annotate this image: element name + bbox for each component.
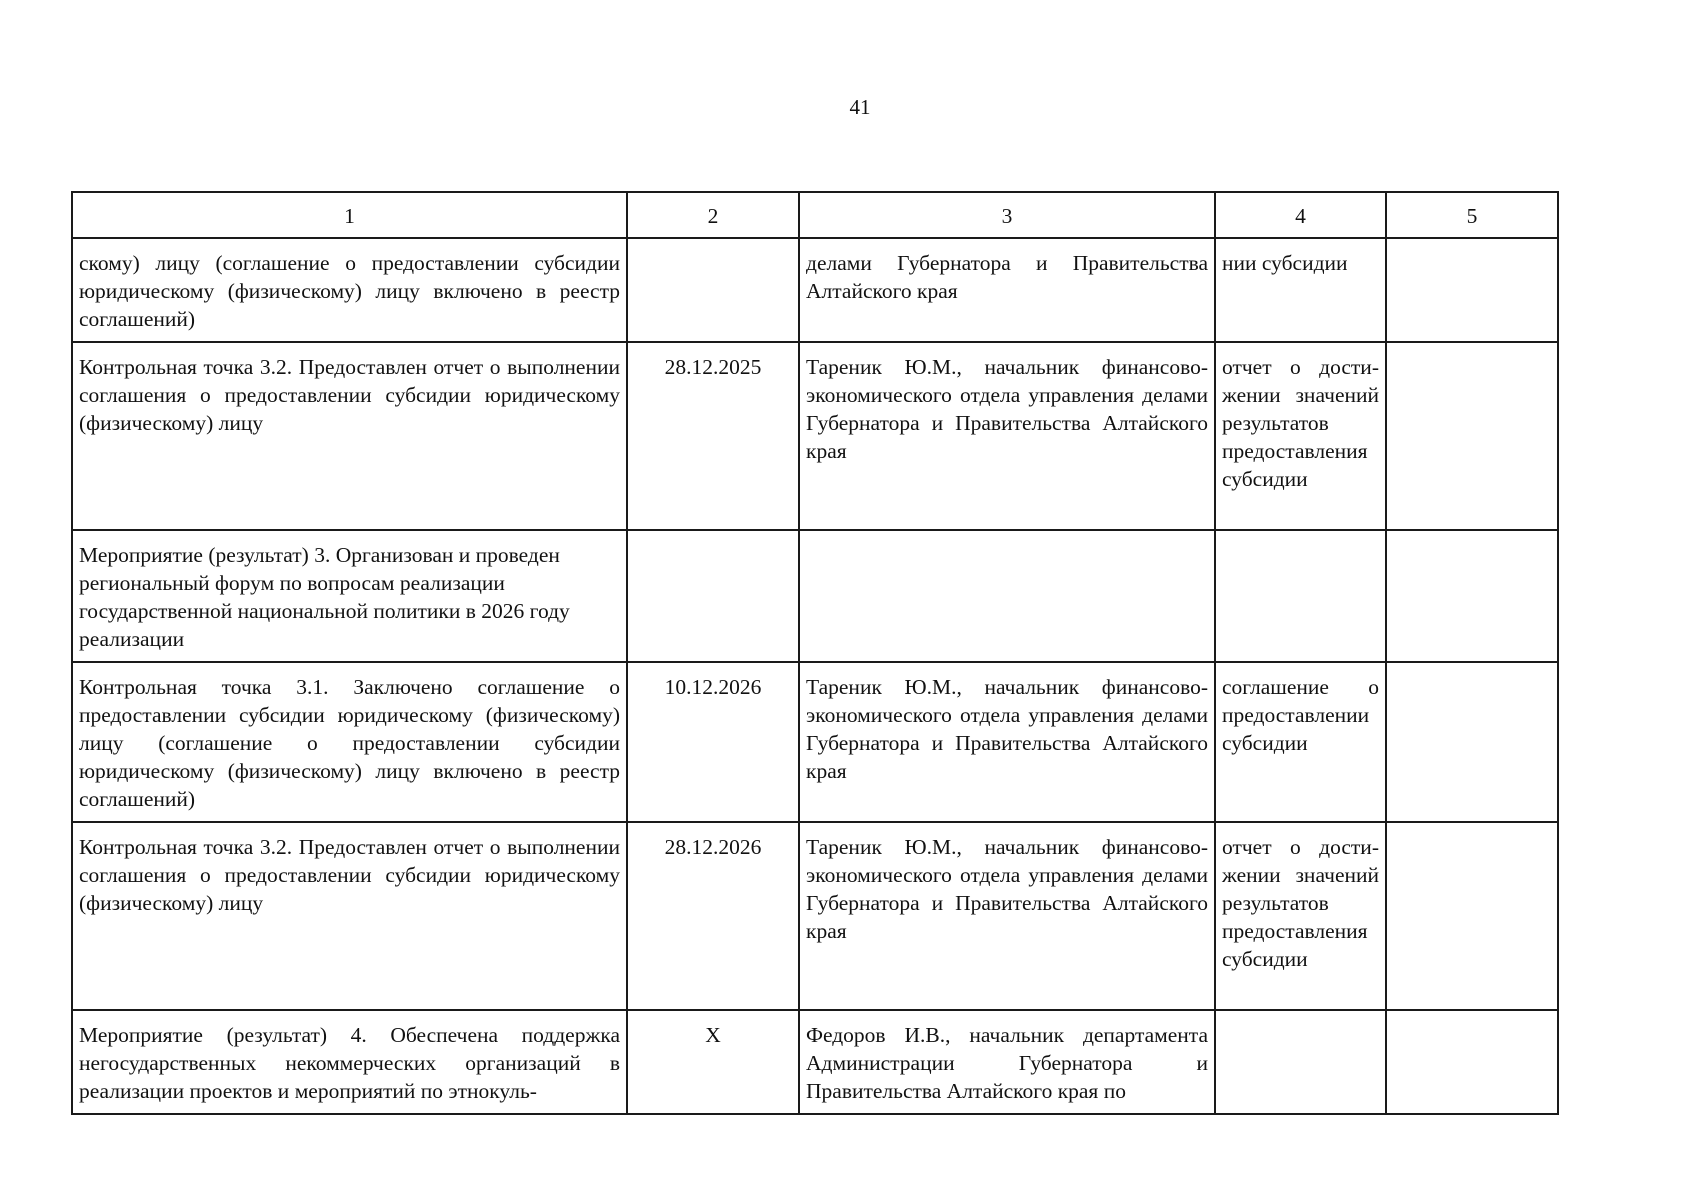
- cell-document: отчет о достижении значений результатов предоставления субсидии: [1215, 822, 1386, 1010]
- cell-date: Х: [627, 1010, 799, 1114]
- header-col-4: 4: [1215, 192, 1386, 238]
- cell-description: Мероприятие (результат) 4. Обеспечена поддержка негосударственных некоммерческих организаций в реализации проектов и мероприятий по этнокуль-: [72, 1010, 627, 1114]
- cell-date: 28.12.2025: [627, 342, 799, 530]
- page-number: 41: [849, 95, 871, 119]
- cell-description: Контрольная точка 3.2. Предоставлен отчет о выполнении соглашения о предоставлении субсидии юридическому (физическому) лицу: [72, 822, 627, 1010]
- header-col-2: 2: [627, 192, 799, 238]
- cell-date: 10.12.2026: [627, 662, 799, 822]
- table-row: [72, 530, 1558, 662]
- cell-description: Контрольная точка 3.1. Заключено соглашение о предоставлении субсидии юридическому (физическому) лицу (соглашение о предоставлении субсидии юридическому (физическому) лицу включено в реестр соглашений): [72, 662, 627, 822]
- cell-description: Мероприятие (результат) 3. Организован и проведен региональный форум по вопросам реализации государственной национальной политики в 2026 году реализации: [72, 530, 627, 662]
- cell-responsible: Тареник Ю.М., начальник финансово-экономического отдела управления делами Губернатора и Правительства Алтайского края: [799, 822, 1215, 1010]
- cell-responsible: [799, 530, 1215, 662]
- cell-col5: [1386, 822, 1558, 1010]
- cell-description: скому) лицу (соглашение о предоставлении субсидии юридическому (физическому) лицу включено в реестр соглашений): [72, 238, 627, 342]
- cell-col5: [1386, 342, 1558, 530]
- header-col-3: 3: [799, 192, 1215, 238]
- cell-responsible: Тареник Ю.М., начальник финансово-экономического отдела управления делами Губернатора и Правительства Алтайского края: [799, 342, 1215, 530]
- header-col-5: 5: [1386, 192, 1558, 238]
- header-col-1: 1: [72, 192, 627, 238]
- cell-document: соглашение о предоставлении субсидии: [1215, 662, 1386, 822]
- cell-responsible: делами Губернатора и Правительства Алтайского края: [799, 238, 1215, 342]
- cell-date: [627, 238, 799, 342]
- cell-description: Контрольная точка 3.2. Предоставлен отчет о выполнении соглашения о предоставлении субсидии юридическому (физическому) лицу: [72, 342, 627, 530]
- table-row: [72, 662, 1558, 822]
- cell-col5: [1386, 238, 1558, 342]
- cell-col5: [1386, 1010, 1558, 1114]
- cell-responsible: Федоров И.В., начальник департамента Администрации Губернатора и Правительства Алтайского края по: [799, 1010, 1215, 1114]
- plan-table: [71, 191, 1559, 1115]
- cell-col5: [1386, 662, 1558, 822]
- table-row: [72, 238, 1558, 342]
- header-row: [72, 192, 1558, 238]
- cell-document: отчет о достижении значений результатов предоставления субсидии: [1215, 342, 1386, 530]
- cell-responsible: Тареник Ю.М., начальник финансово-экономического отдела управления делами Губернатора и Правительства Алтайского края: [799, 662, 1215, 822]
- cell-document: [1215, 530, 1386, 662]
- table-row: [72, 342, 1558, 530]
- cell-document: нии субсидии: [1215, 238, 1386, 342]
- cell-date: 28.12.2026: [627, 822, 799, 1010]
- cell-col5: [1386, 530, 1558, 662]
- table-row: [72, 822, 1558, 1010]
- cell-date: [627, 530, 799, 662]
- cell-document: [1215, 1010, 1386, 1114]
- table-row: [72, 1010, 1558, 1114]
